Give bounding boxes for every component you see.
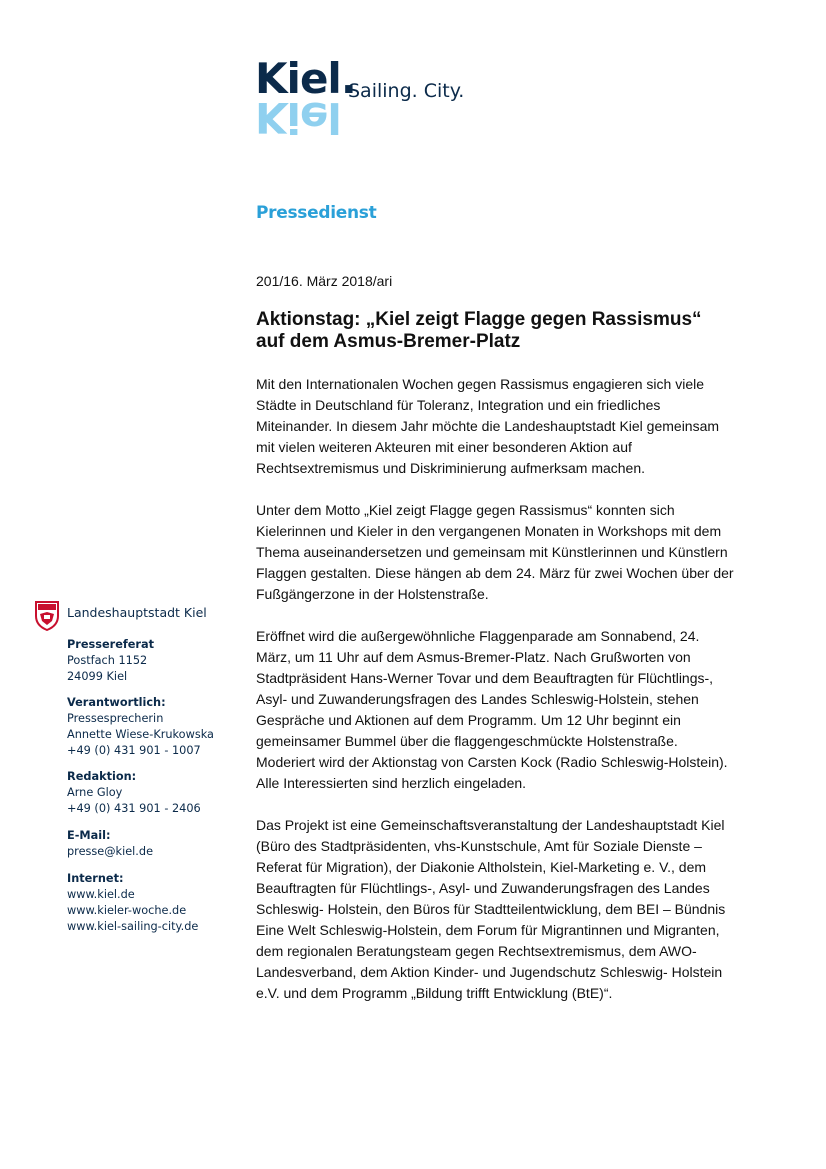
verantwortlich-line: Pressesprecherin <box>67 712 164 725</box>
website-link[interactable]: www.kieler-woche.de <box>67 904 187 917</box>
email-link[interactable]: presse@kiel.de <box>67 845 154 858</box>
verantwortlich-block <box>67 695 214 759</box>
pressereferat-line: 24099 Kiel <box>67 670 128 683</box>
pressereferat-line: Postfach 1152 <box>67 654 148 667</box>
press-service-label: Pressedienst <box>256 203 377 223</box>
redaktion-block <box>67 769 201 817</box>
city-name: Landeshauptstadt Kiel <box>67 605 207 620</box>
logo-tagline: Sailing. City. <box>348 80 465 102</box>
website-link[interactable]: www.kiel.de <box>67 888 135 901</box>
kiel-sailing-city-logo <box>255 54 475 142</box>
email-heading: E-Mail: <box>67 829 111 842</box>
redaktion-line: Arne Gloy <box>67 786 123 799</box>
kiel-crest-icon <box>35 601 59 631</box>
paragraph-4: Das Projekt ist eine Gemeinschaftsveranstaltung der Landeshauptstadt Kiel (Büro des Stadtpräsidenten, vhs-Kunstschule, Amt für Soziale Dienste – Referat für Migration), der Diakonie Altholstein, Kiel-Marketing e. V., dem Beauftragten für Flüchtlings-, Asyl- und Zuwanderungsfragen des Landes Schleswig- Holstein, den Büros für Stadtteilentwicklung, dem BEI – Bündnis Eine Welt Schleswig-Holstein, dem Forum für Migrantinnen und Migranten, dem regionalen Beratungsteam gegen Rechtsextremismus, dem AWO-Landesverband, dem Aktion Kinder- und Jugendschutz Schleswig- Holstein e.V. und dem Programm „Bildung trifft Entwicklung (BtE)“. <box>256 817 726 1001</box>
logo-mirror-wordmark: Kiel <box>255 93 341 142</box>
verantwortlich-phone: +49 (0) 431 901 - 1007 <box>67 744 201 757</box>
pressereferat-block <box>67 637 154 685</box>
verantwortlich-heading: Verantwortlich: <box>67 696 166 709</box>
internet-heading: Internet: <box>67 872 124 885</box>
headline <box>256 309 756 353</box>
pressereferat-heading: Pressereferat <box>67 638 155 651</box>
paragraph-1: Mit den Internationalen Wochen gegen Rassismus engagieren sich viele Städte in Deutschland für Toleranz, Integration und ein friedliches Miteinander. In diesem Jahr möchte die Landeshauptstadt Kiel gemeinsam mit vielen weiteren Akteuren mit einer besonderen Aktion auf Rechtsextremismus und Diskriminierung aufmerksam machen. <box>256 376 720 476</box>
reference-number: 201/16. März 2018/ari <box>256 273 393 289</box>
headline-line-2: auf dem Asmus-Bremer-Platz <box>256 331 521 352</box>
internet-block <box>67 871 198 935</box>
paragraph-3: Eröffnet wird die außergewöhnliche Flaggenparade am Sonnabend, 24. März, um 11 Uhr auf dem Asmus-Bremer-Platz. Nach Grußworten von Stadtpräsident Hans-Werner Tovar und dem Beauftragten für Flüchtlings-, Asyl- und Zuwanderungsfragen des Landes Schleswig-Holstein, stehen Gespräche und Aktionen auf dem Programm. Um 12 Uhr beginnt ein gemeinsamer Bummel über die flaggengeschmückte Holstenstraße. Moderiert wird der Aktionstag von Carsten Kock (Radio Schleswig-Holstein). Alle Interessierten sind herzlich eingeladen. <box>256 628 728 791</box>
article-body <box>256 374 736 1025</box>
website-link[interactable]: www.kiel-sailing-city.de <box>67 920 199 933</box>
verantwortlich-line: Annette Wiese-Krukowska <box>67 728 214 741</box>
paragraph-2: Unter dem Motto „Kiel zeigt Flagge gegen Rassismus“ konnten sich Kielerinnen und Kieler in den vergangenen Monaten in Workshops mit dem Thema auseinandersetzen und gemeinsam mit Künstlerinnen und Künstlern Flaggen gestalten. Diese hängen ab dem 24. März für zwei Wochen über der Fußgängerzone in der Holstenstraße. <box>256 502 734 602</box>
redaktion-phone: +49 (0) 431 901 - 2406 <box>67 802 201 815</box>
redaktion-heading: Redaktion: <box>67 770 137 783</box>
headline-line-1: Aktionstag: „Kiel zeigt Flagge gegen Rassismus“ <box>256 309 702 330</box>
logo-wordmark: Kiel. <box>255 54 356 103</box>
email-block <box>67 828 153 860</box>
